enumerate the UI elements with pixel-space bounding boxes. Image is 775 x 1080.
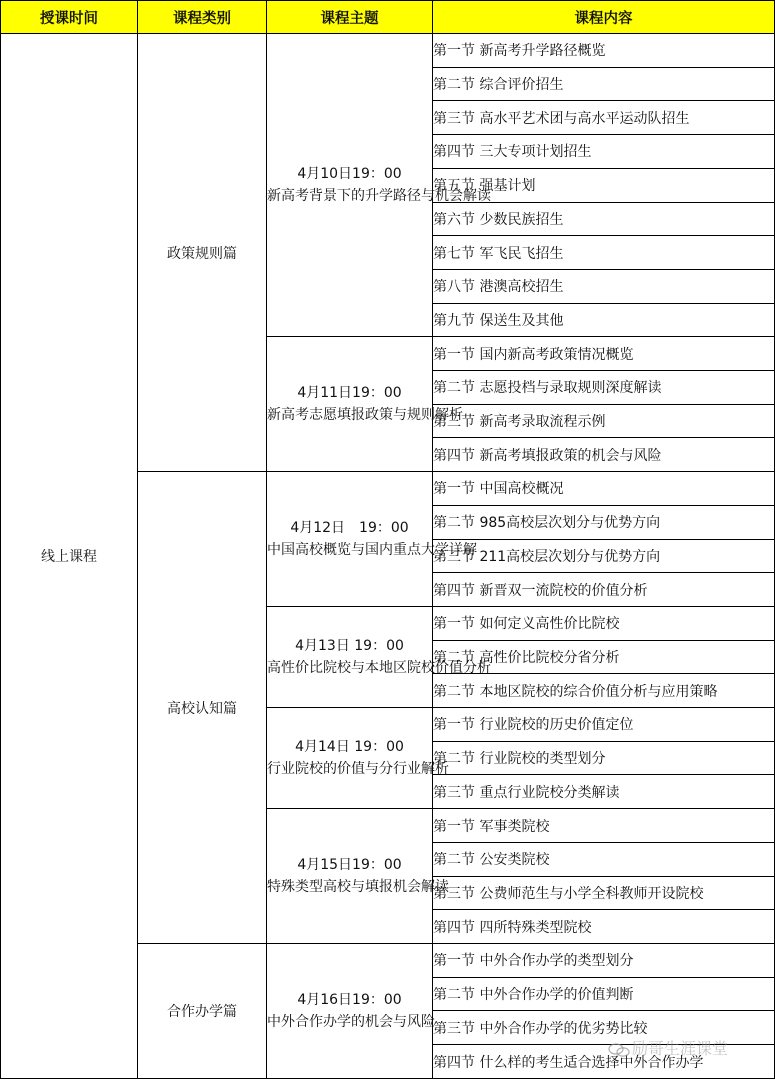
watermark-text: 励哥生涯课堂 xyxy=(632,1039,729,1058)
lesson-item: 第二节 中外合作办学的价值判断 xyxy=(433,977,775,1011)
lesson-item: 第一节 中国高校概况 xyxy=(433,472,775,506)
lesson-item: 第四节 什么样的考生适合选择中外合作办学 xyxy=(433,1045,775,1079)
topic-date: 4月10日19：00 xyxy=(297,166,402,183)
lesson-item: 第三节 211高校层次划分与优势方向 xyxy=(433,539,775,573)
lesson-item: 第四节 四所特殊类型院校 xyxy=(433,910,775,944)
topic-title: 高性价比院校与本地区院校价值分析 xyxy=(267,660,491,676)
lesson-item: 第二节 985高校层次划分与优势方向 xyxy=(433,505,775,539)
header-topic: 课程主题 xyxy=(267,1,433,34)
lesson-item: 第七节 军飞民飞招生 xyxy=(433,236,775,270)
lesson-item: 第一节 如何定义高性价比院校 xyxy=(433,606,775,640)
lesson-item: 第六节 少数民族招生 xyxy=(433,202,775,236)
topic-title: 中外合作办学的机会与风险 xyxy=(267,1013,435,1030)
header-content: 课程内容 xyxy=(433,1,775,34)
header-time: 授课时间 xyxy=(1,1,138,34)
lesson-item: 第二节 行业院校的类型划分 xyxy=(433,741,775,775)
lesson-item: 第三节 高水平艺术团与高水平运动队招生 xyxy=(433,101,775,135)
topic-date: 4月12日 19：00 xyxy=(290,520,409,537)
topic-cell xyxy=(267,943,433,1078)
lesson-item: 第四节 新高考填报政策的机会与风险 xyxy=(433,438,775,472)
lesson-item: 第二节 高性价比院校分省分析 xyxy=(433,640,775,674)
topic-date: 4月14日 19：00 xyxy=(295,739,404,756)
category-universities: 高校认知篇 xyxy=(138,472,267,944)
topic-date: 4月13日 19：00 xyxy=(295,638,404,654)
lesson-item: 第三节 公费师范生与小学全科教师开设院校 xyxy=(433,876,775,910)
lesson-item: 第一节 军事类院校 xyxy=(433,809,775,843)
lesson-item: 第二节 综合评价招生 xyxy=(433,67,775,101)
topic-date: 4月15日19：00 xyxy=(297,857,402,874)
lesson-item: 第九节 保送生及其他 xyxy=(433,303,775,337)
topic-title: 新高考志愿填报政策与规则解析 xyxy=(267,407,463,424)
category-policy: 政策规则篇 xyxy=(138,34,267,472)
lesson-item: 第二节 本地区院校的综合价值分析与应用策略 xyxy=(433,674,775,708)
topic-cell xyxy=(267,809,449,944)
topic-title: 中国高校概览与国内重点大学详解 xyxy=(267,542,477,559)
topic-title: 行业院校的价值与分行业解析 xyxy=(267,761,449,778)
lesson-item: 第二节 公安类院校 xyxy=(433,842,775,876)
category-cooperation: 合作办学篇 xyxy=(138,943,267,1078)
lesson-item: 第二节 志愿投档与录取规则深度解读 xyxy=(433,371,775,405)
table-row xyxy=(1,34,775,68)
lesson-item: 第四节 三大专项计划招生 xyxy=(433,135,775,169)
topic-cell xyxy=(267,606,491,707)
lesson-item: 第八节 港澳高校招生 xyxy=(433,269,775,303)
topic-date: 4月11日19：00 xyxy=(297,385,402,402)
lesson-item: 第四节 新晋双一流院校的价值分析 xyxy=(433,573,775,607)
time-cell: 线上课程 xyxy=(1,34,138,1079)
topic-cell xyxy=(267,708,449,809)
lesson-item: 第五节 强基计划 xyxy=(433,168,775,202)
lesson-item: 第一节 新高考升学路径概览 xyxy=(433,34,775,68)
lesson-item: 第一节 行业院校的历史价值定位 xyxy=(433,708,775,742)
lesson-item: 第一节 国内新高考政策情况概览 xyxy=(433,337,775,371)
topic-title: 新高考背景下的升学路径与机会解读 xyxy=(267,188,491,205)
lesson-item: 第一节 中外合作办学的类型划分 xyxy=(433,943,775,977)
lesson-item: 第三节 中外合作办学的优劣势比较 xyxy=(433,1011,775,1045)
header-row xyxy=(1,1,775,34)
topic-title: 特殊类型高校与填报机会解读 xyxy=(267,879,449,896)
topic-cell xyxy=(267,472,477,607)
topic-cell xyxy=(267,337,463,472)
topic-date: 4月16日19：00 xyxy=(297,991,402,1008)
header-category: 课程类别 xyxy=(138,1,267,34)
lesson-item: 第三节 重点行业院校分类解读 xyxy=(433,775,775,809)
lesson-item: 第三节 新高考录取流程示例 xyxy=(433,404,775,438)
